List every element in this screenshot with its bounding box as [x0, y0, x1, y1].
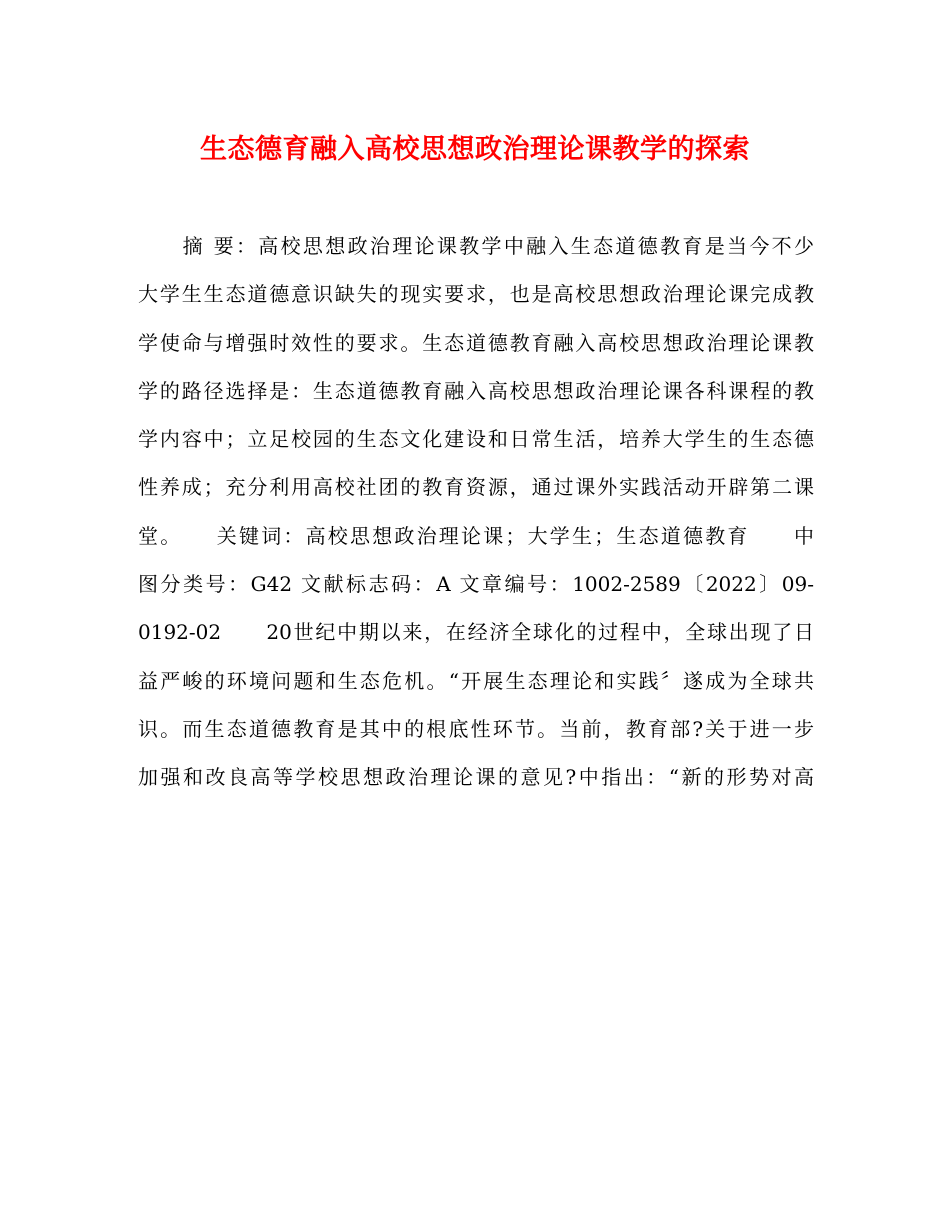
body-line: 图分类号：G42 文献标志码：A 文章编号：1002-2589〔2022〕09-: [138, 572, 814, 597]
body-line: 学内容中；立足校园的生态文化建设和日常生活，培养大学生的生态德: [138, 427, 814, 452]
body-line: 益严峻的环境问题和生态危机。“开展生态理论和实践〞遂成为全球共: [138, 668, 814, 693]
body-line: 摘 要：高校思想政治理论课教学中融入生态道德教育是当今不少: [138, 234, 814, 258]
body-line: 大学生生态道德意识缺失的现实要求，也是高校思想政治理论课完成教: [138, 282, 814, 307]
body-line: 学使命与增强时效性的要求。生态道德教育融入高校思想政治理论课教: [138, 330, 814, 355]
body-line: 性养成；充分利用高校社团的教育资源，通过课外实践活动开辟第二课: [138, 475, 814, 500]
body-line: 加强和改良高等学校思想政治理论课的意见?中指出：“新的形势对高: [138, 765, 814, 790]
body-line: 0192-02 20世纪中期以来，在经济全球化的过程中，全球出现了日: [138, 620, 814, 645]
document-title: 生态德育融入高校思想政治理论课教学的探索: [200, 134, 750, 165]
body-line: 识。而生态道德教育是其中的根底性环节。当前，教育部?关于进一步: [138, 716, 814, 741]
body-line: 学的路径选择是：生态道德教育融入高校思想政治理论课各科课程的教: [138, 378, 814, 403]
body-line: 堂。 关键词：高校思想政治理论课；大学生；生态道德教育 中: [138, 523, 814, 548]
document-body: [138, 222, 814, 802]
